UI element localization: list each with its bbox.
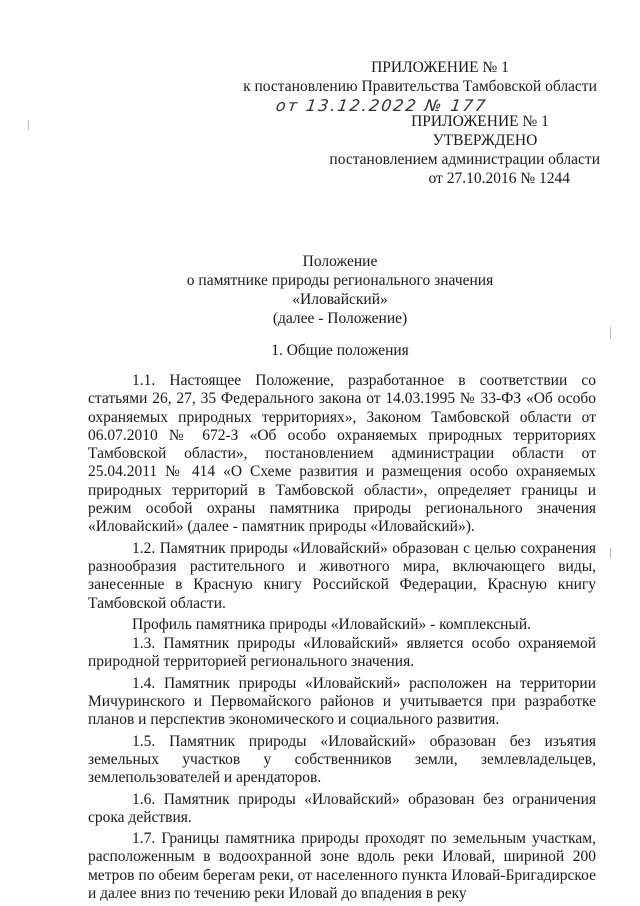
approved-by: постановлением администрации области [329, 151, 600, 168]
appendix-header [240, 58, 600, 115]
scan-mark [610, 548, 611, 558]
approved-appendix-label: ПРИЛОЖЕНИЕ № 1 [411, 113, 549, 130]
handwritten-date-number: от 13.12.2022 № 177 [274, 96, 489, 115]
paragraph-1-3: 1.3. Памятник природы «Иловайский» является особо охраняемой природной территорией регионального значения. [88, 635, 596, 671]
document-title [90, 252, 590, 328]
paragraph-1-2: 1.2. Памятник природы «Иловайский» образован с целью сохранения разнообразия растительного и животного мира, включающего виды, занесенные в Красную книгу Российской Федерации, Красную книгу Тамбовской области. [88, 539, 596, 612]
paragraph-profile: Профиль памятника природы «Иловайский» - комплексный. [132, 615, 532, 633]
document-body [88, 372, 596, 906]
paragraph-1-6: 1.6. Памятник природы «Иловайский» образован без ограничения срока действия. [88, 790, 596, 826]
approved-date: от 27.10.2016 № 1244 [428, 170, 570, 187]
scan-mark [28, 120, 29, 130]
title-line-1: Положение [302, 253, 378, 270]
scan-mark [610, 327, 611, 339]
approved-label: УТВЕРЖДЕНО [432, 132, 538, 149]
title-line-3: «Иловайский» [292, 291, 388, 308]
section-heading: 1. Общие положения [271, 342, 409, 359]
appendix-label: ПРИЛОЖЕНИЕ № 1 [371, 59, 509, 76]
paragraph-1-5: 1.5. Памятник природы «Иловайский» образован без изъятия земельных участков у собственников земли, землевладельцев, землепользователей и арендаторов. [88, 732, 596, 787]
paragraph-1-7: 1.7. Границы памятника природы проходят по земельным участкам, расположенным в водоохранной зоне вдоль реки Иловай, шириной 200 метров по обеим берегам реки, от населенного пункта Иловай-Бригадирское и далее вниз по течению реки Иловай до впадения в реку [88, 830, 596, 903]
approved-block [300, 112, 600, 188]
title-line-2: о памятнике природы регионального значения [186, 272, 494, 289]
paragraph-1-1: 1.1. Настоящее Положение, разработанное в соответствии со статьями 26, 27, 35 Федерального закона от 14.03.1995 № 33-ФЗ «Об особо охраняемых природных территориях», Законом Тамбовской области от 06.07.2010 № 672-З «Об особо охраняемых природных территориях Тамбовской области», постановлением администрации области от 25.04.2011 № 414 «О Схеме развития и размещения особо охраняемых природных территорий в Тамбовской области», определяет границы и режим особой охраны памятника природы регионального значения «Иловайский» (далее - памятник природы «Иловайский»). [88, 372, 596, 536]
title-line-4: (далее - Положение) [272, 310, 408, 327]
paragraph-1-4: 1.4. Памятник природы «Иловайский» расположен на территории Мичуринского и Первомайского районов и учитывается при разработке планов и перспектив экономического и социального развития. [88, 674, 596, 729]
resolution-reference: к постановлению Правительства Тамбовской области [243, 78, 597, 95]
